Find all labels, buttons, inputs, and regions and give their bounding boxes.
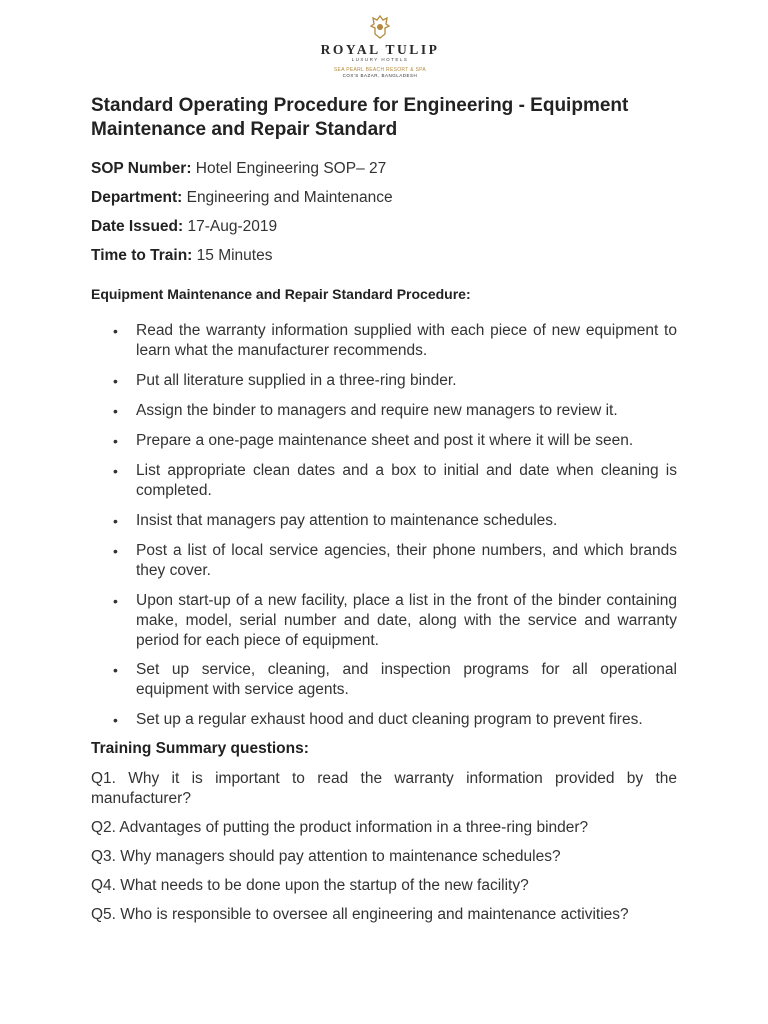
question-item: Q2. Advantages of putting the product information in a three-ring binder? [91, 819, 589, 836]
bullet-icon: • [113, 712, 118, 728]
bullet-icon: • [113, 662, 118, 678]
meta-value: 15 Minutes [192, 247, 273, 264]
question-item: Q3. Why managers should pay attention to maintenance schedules? [91, 848, 561, 865]
bullet-icon: • [113, 323, 118, 339]
list-item-text: Post a list of local service agencies, their phone numbers, and which brands they cover. [136, 542, 677, 579]
meta-label: Time to Train: [91, 247, 193, 264]
list-item [115, 321, 677, 361]
list-item [115, 401, 677, 421]
list-item [115, 660, 677, 700]
list-item-text: Set up a regular exhaust hood and duct cleaning program to prevent fires. [136, 711, 643, 728]
list-item-text: Set up service, cleaning, and inspection programs for all operational equipment with service agents. [136, 661, 677, 698]
meta-label: Department: [91, 189, 183, 206]
bullet-icon: • [113, 593, 118, 609]
bullet-icon: • [113, 463, 118, 479]
meta-date-issued [91, 217, 277, 237]
procedure-heading: Equipment Maintenance and Repair Standard Procedure: [91, 286, 471, 302]
meta-label: Date Issued: [91, 218, 184, 235]
logo-city: COX'S BAZAR, BANGLADESH [342, 73, 418, 78]
logo-name: ROYAL TULIP [320, 42, 440, 57]
list-item-text: Assign the binder to managers and require new managers to review it. [136, 402, 618, 419]
bullet-icon: • [113, 543, 118, 559]
meta-department [91, 188, 393, 208]
list-item [115, 541, 677, 581]
meta-value: Hotel Engineering SOP– 27 [191, 160, 387, 177]
list-item-text: Prepare a one-page maintenance sheet and post it where it will be seen. [136, 432, 634, 449]
list-item [115, 431, 677, 451]
list-item [115, 371, 677, 391]
hotel-logo [300, 14, 460, 79]
list-item [115, 591, 677, 651]
bullet-icon: • [113, 403, 118, 419]
list-item-text: Put all literature supplied in a three-ring binder. [136, 372, 457, 389]
bullet-icon: • [113, 373, 118, 389]
list-item-text: List appropriate clean dates and a box to initial and date when cleaning is completed. [136, 462, 677, 499]
crest-icon [367, 14, 393, 40]
list-item-text: Insist that managers pay attention to maintenance schedules. [136, 512, 558, 529]
question-item: Q5. Who is responsible to oversee all engineering and maintenance activities? [91, 906, 629, 923]
meta-value: 17-Aug-2019 [183, 218, 278, 235]
meta-label: SOP Number: [91, 160, 192, 177]
meta-sop-number [91, 159, 386, 179]
logo-subtitle: LUXURY HOTELS [351, 57, 409, 62]
summary-heading: Training Summary questions: [91, 740, 309, 757]
logo-place: SEA PEARL BEACH RESORT & SPA [333, 67, 427, 73]
list-item-text: Read the warranty information supplied with each piece of new equipment to learn what the manufacturer recommends. [136, 322, 677, 359]
meta-value: Engineering and Maintenance [182, 189, 393, 206]
bullet-icon: • [113, 433, 118, 449]
question-item: Q1. Why it is important to read the warranty information provided by the manufacturer? [91, 770, 677, 807]
meta-time-to-train [91, 246, 272, 266]
list-item [115, 710, 677, 730]
document-title: Standard Operating Procedure for Engineering - Equipment Maintenance and Repair Standard [91, 95, 629, 140]
list-item-text: Upon start-up of a new facility, place a list in the front of the binder containing make, model, serial number and date, along with the service and warranty period for each piece of equipment. [136, 592, 677, 649]
question-item: Q4. What needs to be done upon the startup of the new facility? [91, 877, 529, 894]
list-item [115, 461, 677, 501]
bullet-icon: • [113, 513, 118, 529]
list-item [115, 511, 677, 531]
